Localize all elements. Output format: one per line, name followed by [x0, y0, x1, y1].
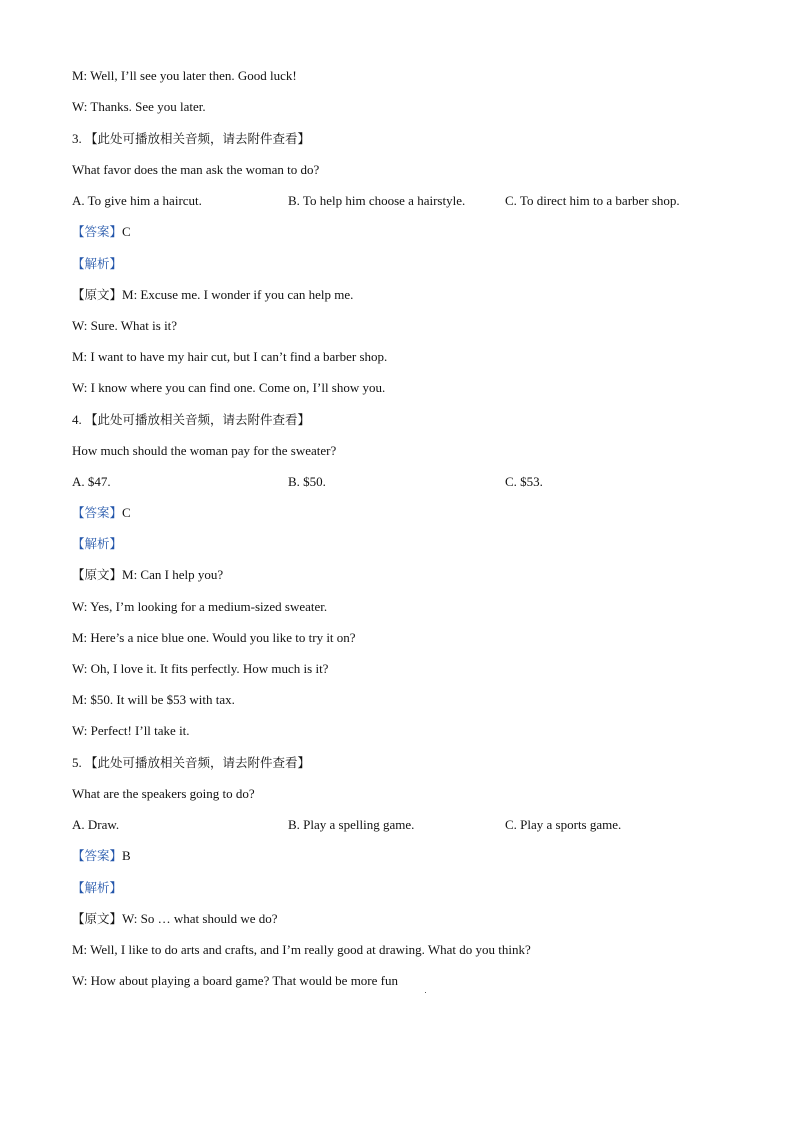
dialogue-line: M: Well, I like to do arts and crafts, and I’m really good at drawing. What do you think? [72, 942, 531, 957]
answer-line [72, 505, 131, 521]
analysis-line [72, 536, 122, 552]
question-header [72, 755, 310, 771]
option-b: B. $50. [288, 474, 326, 489]
dialogue-line: W: Sure. What is it? [72, 318, 178, 333]
dialogue-line: M: Here’s a nice blue one. Would you like to try it on? [72, 630, 356, 645]
transcript-tag: 【原文】 [72, 287, 123, 302]
dialogue-line: M: Can I help you? [122, 567, 224, 582]
audio-notice[interactable]: 【此处可播放相关音频，请去附件查看】 [85, 131, 311, 146]
analysis-tag: 【解析】 [72, 256, 123, 271]
transcript-line [72, 911, 278, 927]
option-c: C. $53. [505, 474, 543, 489]
option-c: C. To direct him to a barber shop. [505, 193, 680, 208]
analysis-tag: 【解析】 [72, 536, 123, 551]
question-number: 3. [72, 131, 82, 146]
transcript-line [72, 567, 223, 583]
dialogue-line: M: I want to have my hair cut, but I can’t find a barber shop. [72, 349, 388, 364]
question-text: What are the speakers going to do? [72, 786, 255, 801]
audio-notice[interactable]: 【此处可播放相关音频，请去附件查看】 [85, 755, 311, 770]
question-number: 4. [72, 412, 82, 427]
dialogue-line: M: Well, I’ll see you later then. Good luck! [72, 68, 297, 83]
dialogue-line: W: Perfect! I’ll take it. [72, 723, 190, 738]
stray-dot [425, 992, 426, 993]
answer-tag: 【答案】 [72, 224, 123, 239]
option-a: A. To give him a haircut. [72, 193, 202, 208]
question-number: 5. [72, 755, 82, 770]
dialogue-line: M: $50. It will be $53 with tax. [72, 692, 235, 707]
question-text: What favor does the man ask the woman to do? [72, 162, 320, 177]
question-header [72, 131, 310, 147]
answer-tag: 【答案】 [72, 848, 123, 863]
analysis-line [72, 256, 122, 272]
answer-line [72, 848, 131, 864]
analysis-line [72, 880, 122, 896]
transcript-tag: 【原文】 [72, 567, 123, 582]
answer-line [72, 224, 131, 240]
transcript-line [72, 287, 353, 303]
question-text: How much should the woman pay for the sweater? [72, 443, 337, 458]
dialogue-line: W: How about playing a board game? That would be more fun [72, 973, 398, 988]
dialogue-line: W: I know where you can find one. Come on, I’ll show you. [72, 380, 386, 395]
question-header [72, 412, 310, 428]
option-b: B. To help him choose a hairstyle. [288, 193, 466, 208]
option-a: A. Draw. [72, 817, 120, 832]
dialogue-line: W: So … what should we do? [122, 911, 278, 926]
dialogue-line: M: Excuse me. I wonder if you can help me. [122, 287, 354, 302]
audio-notice[interactable]: 【此处可播放相关音频，请去附件查看】 [85, 412, 311, 427]
answer-value: B [122, 848, 131, 863]
option-b: B. Play a spelling game. [288, 817, 415, 832]
option-a: A. $47. [72, 474, 111, 489]
option-c: C. Play a sports game. [505, 817, 622, 832]
dialogue-line: W: Thanks. See you later. [72, 99, 206, 114]
answer-tag: 【答案】 [72, 505, 123, 520]
dialogue-line: W: Yes, I’m looking for a medium-sized sweater. [72, 599, 328, 614]
transcript-tag: 【原文】 [72, 911, 123, 926]
answer-value: C [122, 224, 131, 239]
answer-value: C [122, 505, 131, 520]
analysis-tag: 【解析】 [72, 880, 123, 895]
dialogue-line: W: Oh, I love it. It fits perfectly. How much is it? [72, 661, 329, 676]
